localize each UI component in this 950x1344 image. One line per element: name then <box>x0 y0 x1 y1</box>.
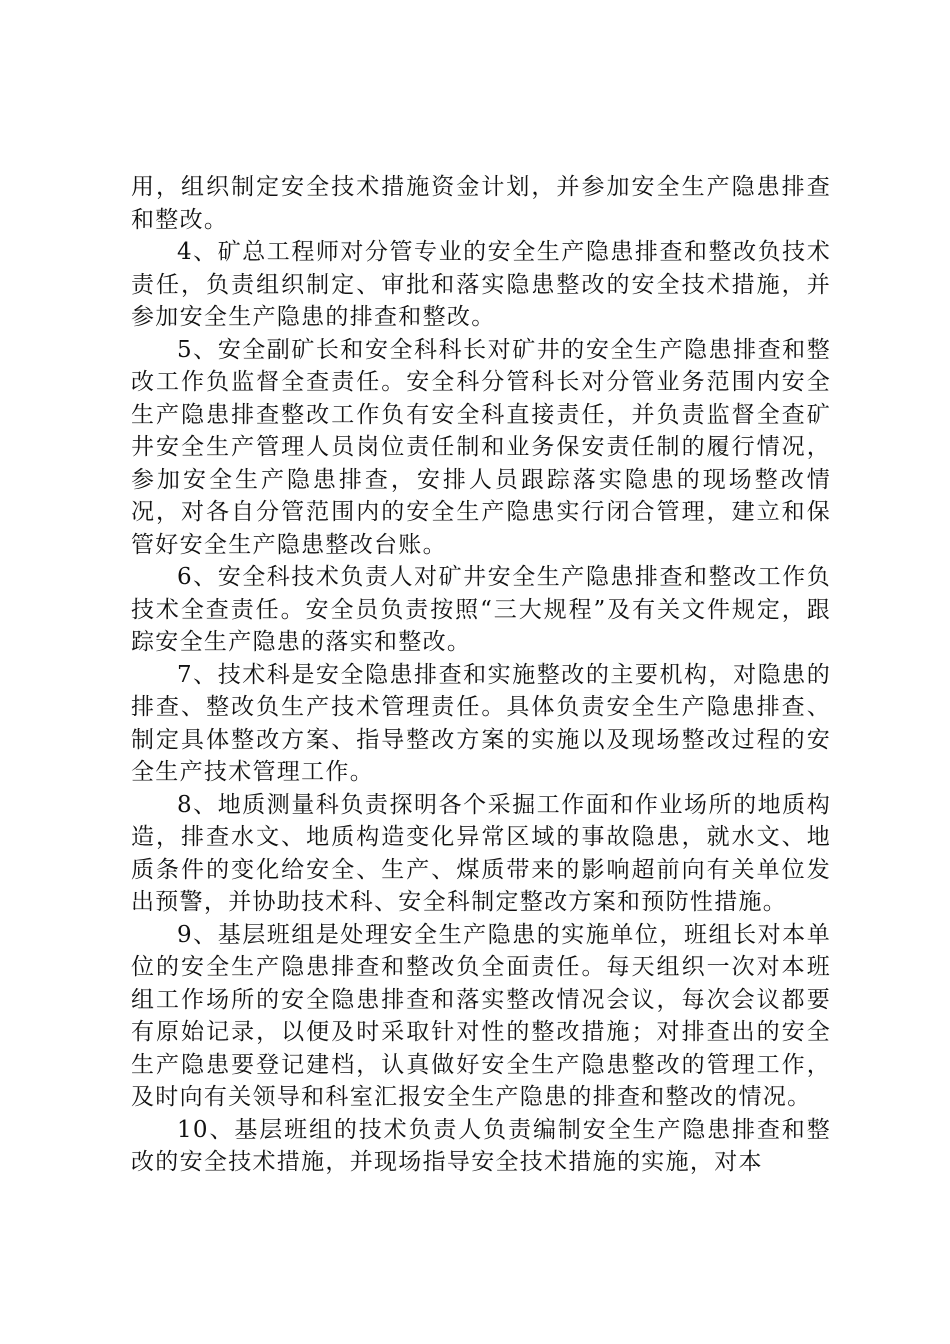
paragraph-item-8: 8、地质测量科负责探明各个采掘工作面和作业场所的地质构造，排查水文、地质构造变化异常区域的事故隐患，就水文、地质条件的变化给安全、生产、煤质带来的影响超前向有关单位发出预警，并协助技术科、安全科制定整改方案和预防性措施。 <box>131 791 831 915</box>
paragraph-item-9: 9、基层班组是处理安全生产隐患的实施单位，班组长对本单位的安全生产隐患排查和整改负全面责任。每天组织一次对本班组工作场所的安全隐患排查和落实整改情况会议，每次会议都要有原始记录，以便及时采取针对性的整改措施；对排查出的安全生产隐患要登记建档，认真做好安全生产隐患整改的管理工作，及时向有关领导和科室汇报安全生产隐患的排查和整改的情况。 <box>131 921 831 1110</box>
paragraph-item-10: 10、基层班组的技术负责人负责编制安全生产隐患排查和整改的安全技术措施，并现场指导安全技术措施的实施，对本 <box>131 1116 831 1175</box>
paragraph-item-5: 5、安全副矿长和安全科科长对矿井的安全生产隐患排查和整改工作负监督全查责任。安全科分管科长对分管业务范围内安全生产隐患排查整改工作负有安全科直接责任，并负责监督全查矿井安全生产管理人员岗位责任制和业务保安责任制的履行情况，参加安全生产隐患排查，安排人员跟踪落实隐患的现场整改情况，对各自分管范围内的安全生产隐患实行闭合管理，建立和保管好安全生产隐患整改台账。 <box>131 336 831 558</box>
paragraph-continuation: 用，组织制定安全技术措施资金计划，并参加安全生产隐患排查和整改。 <box>131 174 831 233</box>
paragraph-item-6: 6、安全科技术负责人对矿井安全生产隐患排查和整改工作负技术全查责任。安全员负责按照“三大规程”及有关文件规定，跟踪安全生产隐患的落实和整改。 <box>131 564 831 655</box>
paragraph-item-7: 7、技术科是安全隐患排查和实施整改的主要机构，对隐患的排查、整改负生产技术管理责任。具体负责安全生产隐患排查、制定具体整改方案、指导整改方案的实施以及现场整改过程的安全生产技术管理工作。 <box>131 661 831 785</box>
paragraph-item-4: 4、矿总工程师对分管专业的安全生产隐患排查和整改负技术责任，负责组织制定、审批和落实隐患整改的安全技术措施，并参加安全生产隐患的排查和整改。 <box>131 239 831 330</box>
document-body <box>131 171 831 1179</box>
